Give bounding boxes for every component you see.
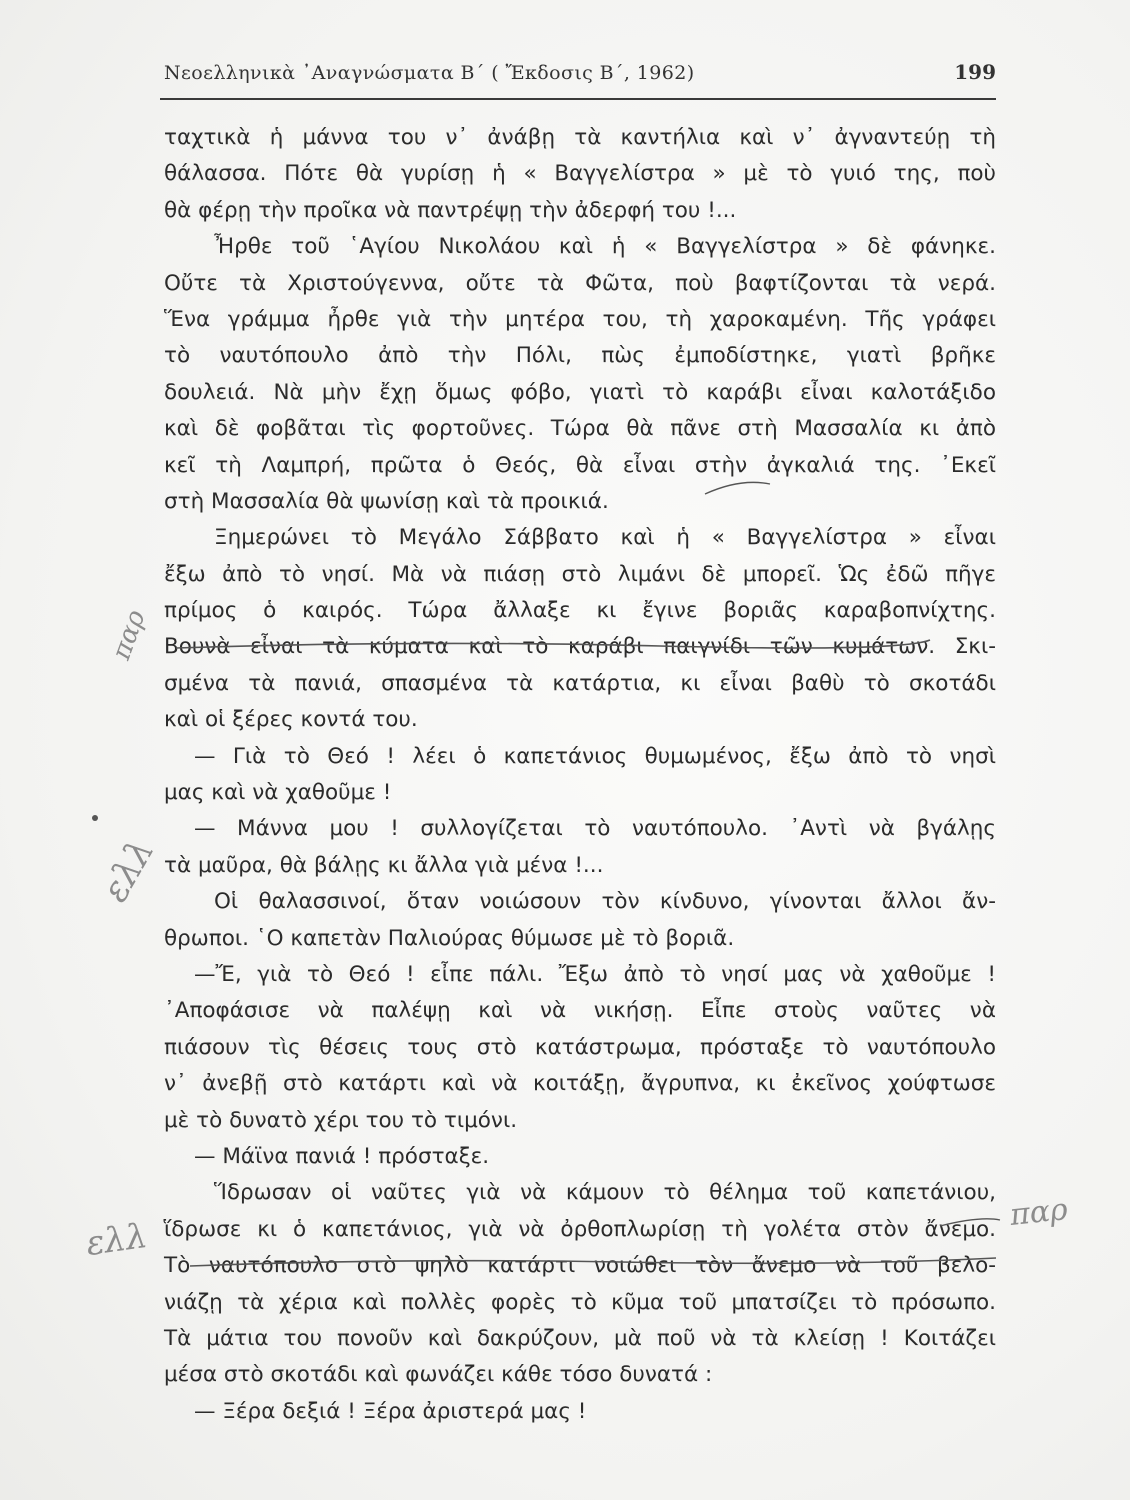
text-line: τὰ μαῦρα, θὰ βάλῃς κι ἄλλα γιὰ μένα !... [164, 852, 604, 878]
text-line: — Μάϊνα πανιά ! πρόσταξε. [194, 1143, 490, 1169]
text-line: σμένα τὰ πανιά, σπασμένα τὰ κατάρτια, κι εἶναι βαθὺ τὸ σκοτάδι [164, 670, 996, 696]
text-line: Τὸ ναυτόπουλο στὸ ψηλὸ κατάρτι νοιώθει τὸν ἄνεμο νὰ τοῦ βελο- [164, 1253, 996, 1279]
underline-mark [190, 1258, 996, 1266]
text-line: κεῖ τὴ Λαμπρή, πρῶτα ὁ Θεός, θὰ εἶναι στὴν ἀγκαλιά της. ᾿Εκεῖ [164, 452, 996, 478]
text-line: Ξημερώνει τὸ Μεγάλο Σάββατο καὶ ἡ « Βαγγελίστρα » εἶναι [214, 525, 996, 551]
text-line: Οἱ θαλασσινοί, ὅταν νοιώσουν τὸν κίνδυνο, γίνονται ἄλλοι ἄν- [214, 889, 996, 915]
margin-note: ελλ [94, 832, 163, 909]
text-line: καὶ οἱ ξέρες κοντά του. [164, 707, 418, 733]
underline-mark [705, 482, 770, 494]
text-line: Τὰ μάτια του πονοῦν καὶ δακρύζουν, μὰ ποῦ νὰ τὰ κλείσῃ ! Κοιτάζει [164, 1325, 996, 1351]
text-line: Οὔτε τὰ Χριστούγεννα, οὔτε τὰ Φῶτα, ποὺ βαφτίζονται τὰ νερά. [164, 270, 996, 296]
margin-note: ελλ [83, 1215, 150, 1265]
text-line: δουλειά. Νὰ μὴν ἔχῃ ὅμως φόβο, γιατὶ τὸ καράβι εἶναι καλοτάξιδο [164, 379, 996, 405]
pencil-dot [92, 815, 98, 821]
underline-mark [176, 640, 930, 648]
text-line: Ἵδρωσαν οἱ ναῦτες γιὰ νὰ κάμουν τὸ θέλημα τοῦ καπετάνιου, [214, 1180, 996, 1206]
text-line: θάλασσα. Πότε θὰ γυρίσῃ ἡ « Βαγγελίστρα » μὲ τὸ γυιό της, ποὺ [164, 161, 996, 187]
text-line: ν᾿ ἀνεβῇ στὸ κατάρτι καὶ νὰ κοιτάξῃ, ἄγρυπνα, κι ἐκεῖνος χούφτωσε [164, 1071, 996, 1097]
text-line: Ἦρθε τοῦ ῾Αγίου Νικολάου καὶ ἡ « Βαγγελίστρα » δὲ φάνηκε. [214, 234, 996, 260]
text-line: θὰ φέρῃ τὴν προῖκα νὰ παντρέψῃ τὴν ἀδερφή του !... [164, 197, 737, 223]
text-line: —Ἔ, γιὰ τὸ Θεό ! εἶπε πάλι. Ἔξω ἀπὸ τὸ νησί μας νὰ χαθοῦμε ! [194, 961, 996, 987]
header-title: Νεοελληνικὰ ᾿Αναγνώσματα Β΄ ( Ἔκδοσις Β΄, 1962) [164, 62, 695, 84]
text-line: Ἕνα γράμμα ἦρθε γιὰ τὴν μητέρα του, τὴ χαροκαμένη. Τῆς γράφει [164, 306, 996, 332]
underline-mark [940, 1219, 1000, 1226]
text-line: πιάσουν τὶς θέσεις τους στὸ κατάστρωμα, πρόσταξε τὸ ναυτόπουλο [164, 1034, 996, 1060]
text-line: θρωποι. ῾Ο καπετὰν Παλιούρας θύμωσε μὲ τὸ βοριᾶ. [164, 925, 735, 951]
text-line: ταχτικὰ ἡ μάννα του ν᾿ ἀνάβῃ τὰ καντήλια καὶ ν᾿ ἀγναντεύῃ τὴ [164, 125, 996, 150]
text-line: νιάζῃ τὰ χέρια καὶ πολλὲς φορὲς τὸ κῦμα τοῦ μπατσίζει τὸ πρόσωπο. [164, 1289, 996, 1315]
text-line: — Ξέρα δεξιά ! Ξέρα ἀριστερά μας ! [194, 1398, 587, 1424]
text-line: Βουνὰ εἶναι τὰ κύματα καὶ τὸ καράβι παιγνίδι τῶν κυμάτων. Σκι- [164, 634, 996, 660]
text-line: καὶ δὲ φοβᾶται τὶς φορτοῦνες. Τώρα θὰ πᾶνε στὴ Μασσαλία κι ἀπὸ [164, 416, 996, 442]
text-line: μας καὶ νὰ χαθοῦμε ! [164, 780, 392, 806]
text-line: ἔξω ἀπὸ τὸ νησί. Μὰ νὰ πιάσῃ στὸ λιμάνι δὲ μπορεῖ. Ὡς ἐδῶ πῆγε [164, 561, 996, 587]
text-line: — Γιὰ τὸ Θεό ! λέει ὁ καπετάνιος θυμωμένος, ἔξω ἀπὸ τὸ νησὶ [194, 743, 996, 769]
margin-note: παρ [106, 606, 152, 664]
text-line: ᾿Αποφάσισε νὰ παλέψῃ καὶ νὰ νικήσῃ. Εἶπε στοὺς ναῦτες νὰ [164, 998, 996, 1024]
text-line: μὲ τὸ δυνατὸ χέρι του τὸ τιμόνι. [164, 1107, 518, 1133]
text-line: στὴ Μασσαλία θὰ ψωνίσῃ καὶ τὰ προικιά. [164, 488, 609, 514]
margin-note: παρ [1008, 1192, 1070, 1233]
text-line: ἵδρωσε κι ὁ καπετάνιος, γιὰ νὰ ὀρθοπλωρίσῃ τὴ γολέτα στὸν ἄνεμο. [164, 1216, 996, 1242]
text-line: τὸ ναυτόπουλο ἀπὸ τὴν Πόλι, πὼς ἐμποδίστηκε, γιατὶ βρῆκε [164, 343, 996, 369]
text-line: πρίμος ὁ καιρός. Τώρα ἄλλαξε κι ἔγινε βοριᾶς καραβοπνίχτης. [164, 598, 996, 624]
text-line: — Μάννα μου ! συλλογίζεται τὸ ναυτόπουλο. ᾿Αντὶ νὰ βγάλῃς [194, 816, 996, 842]
text-line: μέσα στὸ σκοτάδι καὶ φωνάζει κάθε τόσο δυνατά : [164, 1362, 713, 1388]
page-number: 199 [954, 60, 996, 84]
